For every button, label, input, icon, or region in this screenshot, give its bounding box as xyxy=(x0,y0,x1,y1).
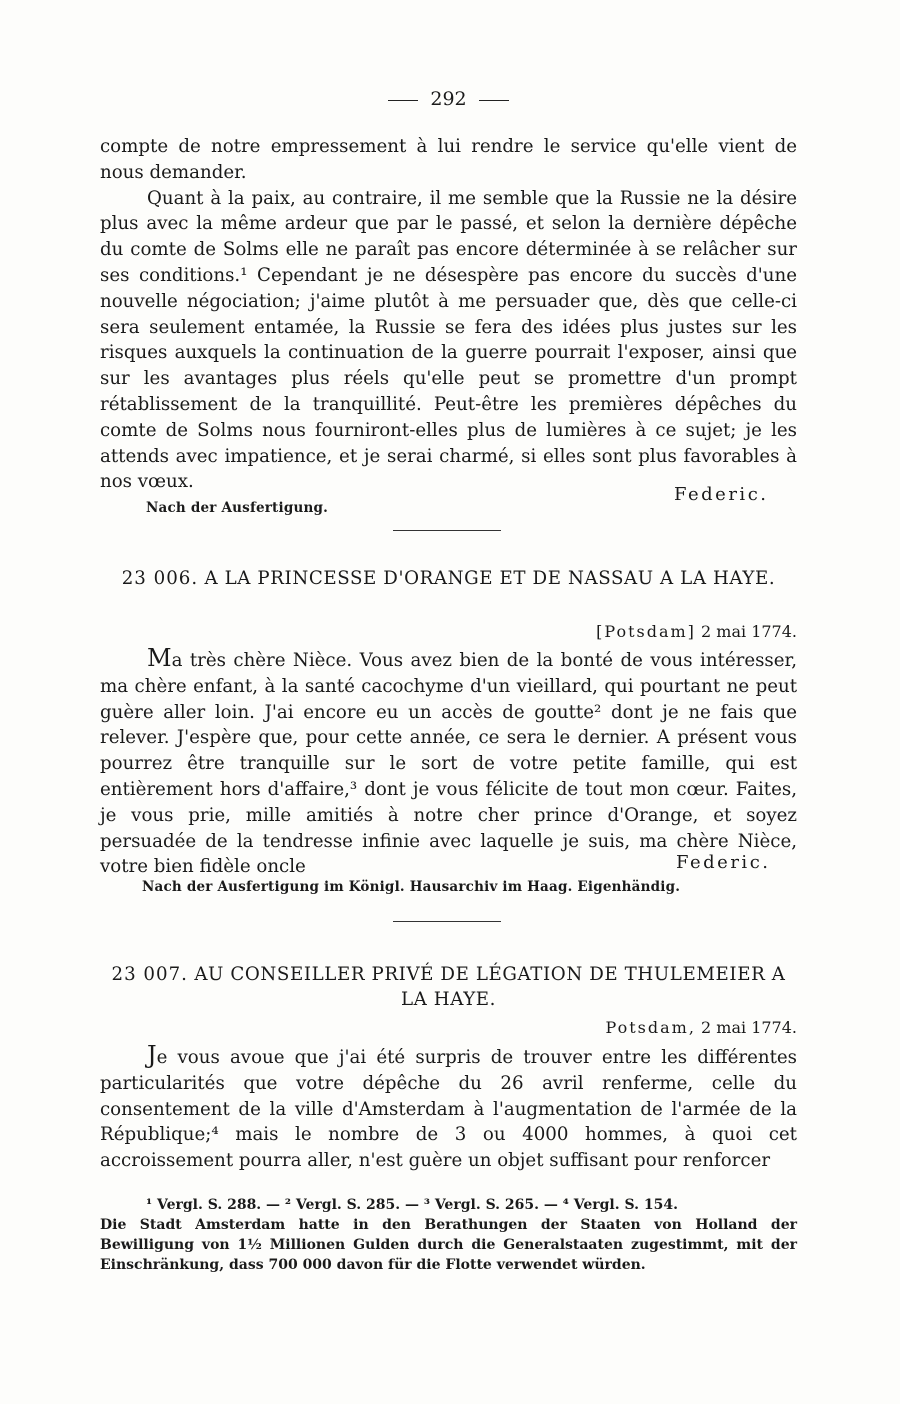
footnote-references: ¹ Vergl. S. 288. — ² Vergl. S. 285. — ³ Vergl. S. 265. — ⁴ Vergl. S. 154. xyxy=(146,1197,678,1213)
footnotes xyxy=(100,1195,797,1275)
letter1-signature: Federic. xyxy=(676,852,771,873)
letter1-initial: M xyxy=(147,644,172,672)
letter2-text xyxy=(100,1043,797,1174)
intro-signature: Federic. xyxy=(674,484,769,505)
letter2-initial: J xyxy=(147,1041,157,1069)
letter1-date-text: 2 mai 1774. xyxy=(701,622,797,641)
intro-paragraph-1: compte de notre empressement à lui rendre le service qu'elle vient de nous demander. xyxy=(100,136,797,183)
letter1-number: 23 006. xyxy=(121,568,199,589)
letter1-date xyxy=(596,622,797,641)
section-divider-2 xyxy=(393,921,501,922)
letter2-date-place: Potsdam, xyxy=(605,1018,696,1037)
letter2-body xyxy=(100,1043,797,1174)
page-number-dash-right xyxy=(479,100,509,101)
letter1-body xyxy=(100,646,797,880)
letter1-date-place: [Potsdam] xyxy=(596,622,696,641)
page-number xyxy=(100,88,797,110)
letter2-title: AU CONSEILLER PRIVÉ DE LÉGATION DE THULEMEIER A LA HAYE. xyxy=(194,964,786,1010)
footnote-note: Die Stadt Amsterdam hatte in den Berathungen der Staaten von Holland der Bewilligung von 1½ Millionen Gulden durch die Generalstaaten zugestimmt, mit der Einschränkung, dass 700 000 davon für die Flotte verwendet würden. xyxy=(100,1217,797,1273)
intro-paragraph-2: Quant à la paix, au contraire, il me semble que la Russie ne la désire plus avec la même ardeur que par le passé, et selon la dernière dépêche du comte de Solms elle ne paraît pas encore déterminée à se relâcher sur ses conditions.¹ Cependant je ne désespère pas encore du succès d'une nouvelle négociation; j'aime plutôt à me persuader que, dès que celle-ci sera seulement entamée, la Russie se fera des idées plus justes sur les risques auxquels la continuation de la guerre pourrait l'exposer, ainsi que sur les avantages plus réels qu'elle peut se promettre d'un prompt rétablissement de la tranquillité. Peut-être les premières dépêches du comte de Solms nous fourniront-elles plus de lumières à ce sujet; je les attends avec impatience, et je serai charmé, si elles sont plus favorables à nos vœux. xyxy=(100,187,797,493)
letter1-heading xyxy=(100,566,797,591)
intro-source-note: Nach der Ausfertigung. xyxy=(146,500,329,516)
letter2-number: 23 007. xyxy=(111,964,188,985)
page-number-text: 292 xyxy=(430,88,467,110)
letter1-body-text: a très chère Nièce. Vous avez bien de la bonté de vous intéresser, ma chère enfant, à la santé cacochyme d'un vieillard, qui pourtant ne peut guère aller loin. J'ai encore eu un accès de goutte² dont je ne fais que relever. J'espère que, pour cette année, ce sera le dernier. A présent vous pourrez être tranquille sur le sort de votre petite famille, qui est entièrement hors d'affaire,³ dont je vous félicite de tout mon cœur. Faites, je vous prie, mille amitiés à notre cher prince d'Orange, et soyez persuadée de la tendresse infinie avec laquelle je suis, ma chère Nièce, votre bien fidèle oncle xyxy=(100,650,797,878)
letter2-body-text: e vous avoue que j'ai été surpris de trouver entre les différentes particularités que votre dépêche du 26 avril renferme, celle du consentement de la ville d'Amsterdam à l'augmentation de l'armée de la République;⁴ mais le nombre de 3 ou 4000 hommes, à quoi cet accroissement pourra aller, n'est guère un objet suffisant pour renforcer xyxy=(100,1047,797,1172)
page-number-dash-left xyxy=(388,100,418,101)
letter2-date-text: 2 mai 1774. xyxy=(701,1018,797,1037)
letter1-source-note: Nach der Ausfertigung im Königl. Hausarchiv im Haag. Eigenhändig. xyxy=(142,879,681,895)
letter1-title: A LA PRINCESSE D'ORANGE ET DE NASSAU A LA HAYE. xyxy=(204,568,776,589)
letter1-text xyxy=(100,646,797,880)
intro-section xyxy=(100,134,797,495)
letter2-date xyxy=(605,1018,797,1037)
letter2-heading xyxy=(100,962,797,1012)
section-divider-1 xyxy=(393,530,501,531)
